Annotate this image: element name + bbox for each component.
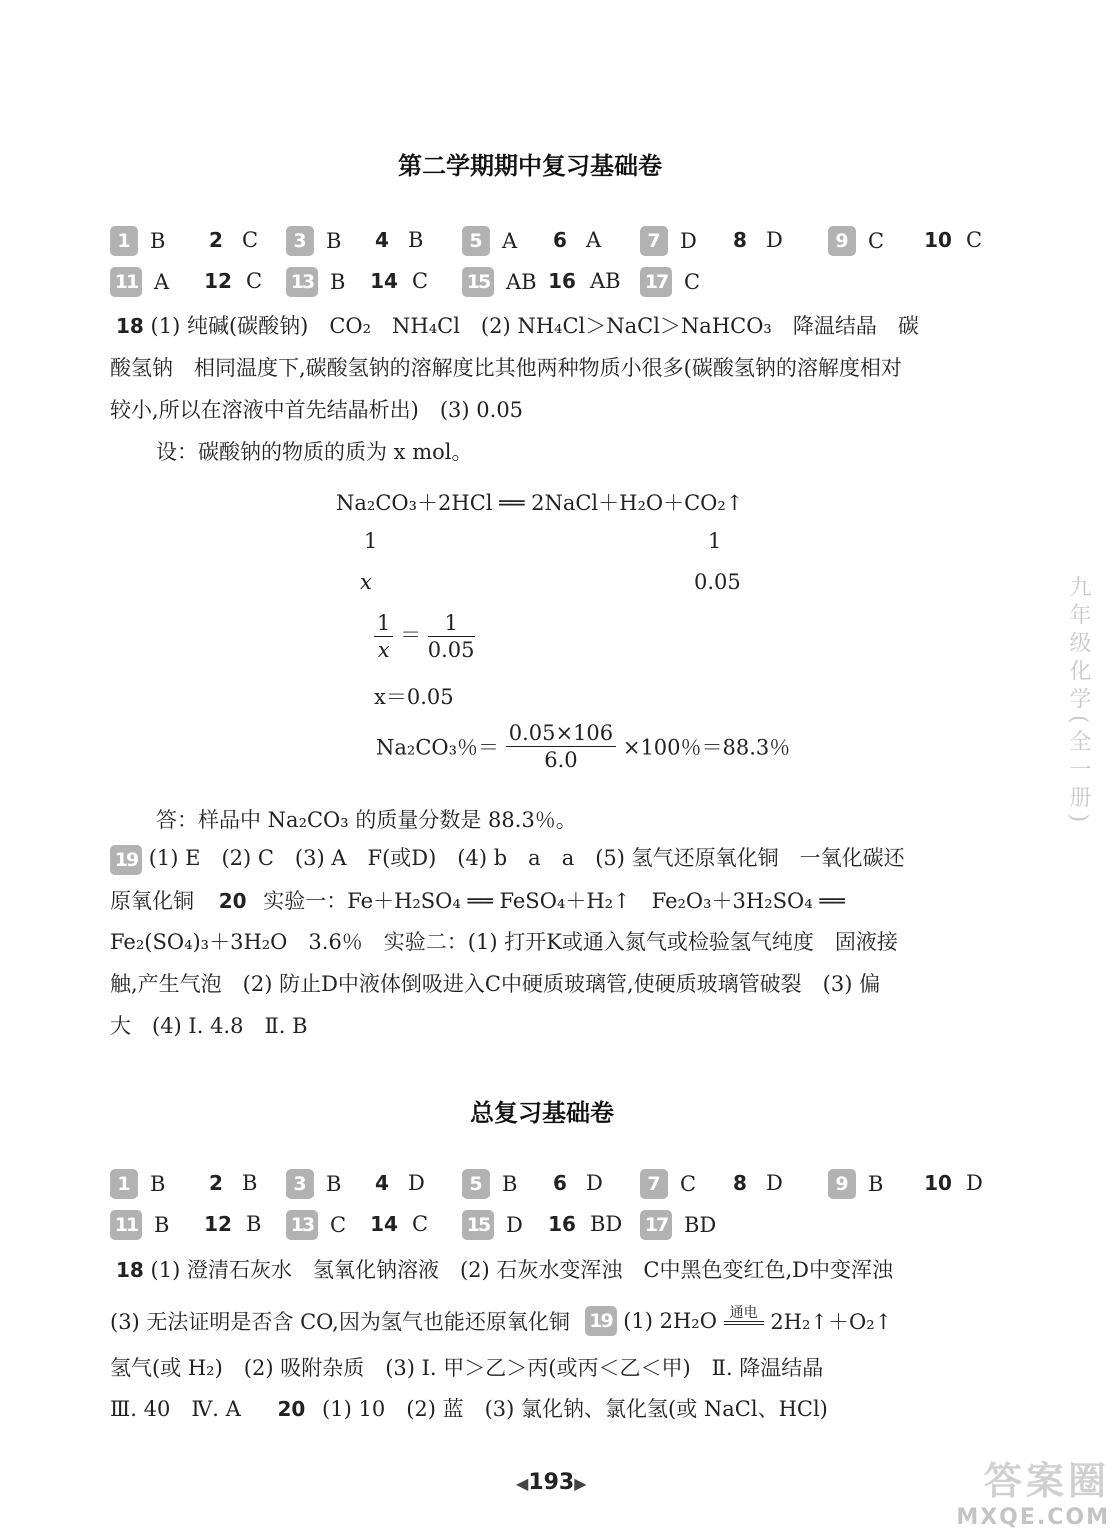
choice-answer: BD — [590, 1211, 623, 1236]
choice-answer: D — [586, 1170, 603, 1195]
choice-item — [110, 1210, 169, 1240]
choice-answer: A — [502, 229, 518, 253]
choice-answer: D — [966, 1170, 983, 1195]
choice-answer: B — [326, 229, 342, 253]
choice-item — [202, 1210, 261, 1236]
choice-number: 3 — [286, 226, 314, 256]
choice-item — [726, 1169, 783, 1195]
page-number-value: 193 — [528, 1470, 575, 1495]
choice-answer: D — [408, 1170, 425, 1195]
choice-number: 2 — [209, 1170, 223, 1195]
choice-item — [462, 226, 517, 256]
choice-answer: B — [242, 1170, 258, 1195]
choice-item — [726, 226, 783, 252]
choice-item — [202, 267, 262, 293]
s1-q18-text-1: (1) 纯碱(碳酸钠) CO₂ NH₄Cl (2) NH₄Cl＞NaCl＞NaHCO₃ 降温结晶 碳 — [150, 314, 919, 338]
choice-answer: B — [150, 229, 166, 253]
choice-answer: B — [326, 1172, 342, 1196]
choice-answer: AB — [506, 270, 537, 294]
choice-answer: C — [412, 268, 429, 293]
choice-item — [286, 1210, 346, 1240]
s1-q18-number: 18 — [116, 314, 144, 338]
s2-q18-text-2: (3) 无法证明是否含 CO,因为氢气也能还原氧化铜 — [110, 1310, 570, 1334]
s1-x-result: x＝0.05 — [374, 685, 454, 709]
choice-number: 15 — [462, 267, 494, 297]
s2-q20-number: 20 — [277, 1397, 306, 1421]
choice-number: 4 — [375, 1170, 389, 1195]
s1-q20-number: 20 — [218, 889, 247, 913]
choice-answer: AB — [590, 268, 621, 293]
s1-q19-text-2a: 原氧化铜 — [110, 889, 194, 913]
choice-number: 12 — [204, 1211, 232, 1236]
choice-number: 4 — [375, 227, 389, 252]
choice-number: 12 — [204, 268, 232, 293]
choice-number: 7 — [640, 226, 668, 256]
s1-q18-line3: 较小,所以在溶液中首先结晶析出) (3) 0.05 — [110, 398, 524, 422]
choice-item — [462, 1169, 517, 1199]
choice-answer: B — [868, 1172, 884, 1196]
choice-answer: C — [330, 1213, 347, 1237]
s1-q18-line2: 酸氢钠 相同温度下,碳酸氢钠的溶解度比其他两种物质小很多(碳酸氢钠的溶解度相对 — [110, 356, 902, 380]
choice-answer: D — [766, 1170, 783, 1195]
choice-item — [286, 267, 345, 297]
choice-item — [202, 226, 258, 252]
choice-number: 10 — [924, 1170, 952, 1195]
choice-item — [286, 1169, 341, 1199]
choice-item — [640, 267, 700, 297]
choice-item — [286, 226, 341, 256]
page-right-arrow-icon: ▶ — [574, 1474, 587, 1493]
s1-ratio-left — [374, 610, 393, 663]
s1-ratio-left-num: 1 — [374, 610, 393, 637]
choice-item — [546, 1169, 603, 1195]
s1-ratio-right-num: 1 — [428, 610, 475, 637]
side-book-title: 九年级化学(全一册) — [1066, 575, 1091, 829]
s1-pct-lhs: Na₂CO₃％＝ — [376, 735, 500, 760]
s1-q18-line1 — [116, 310, 919, 340]
s1-let-line: 设：碳酸钠的物质的质为 x mol。 — [156, 440, 473, 464]
choice-item — [546, 226, 601, 252]
s2-q18-text-1: (1) 澄清石灰水 氢氧化钠溶液 (2) 石灰水变浑浊 C中黑色变红色,D中变浑浊 — [150, 1258, 893, 1282]
choice-number: 5 — [462, 226, 490, 256]
choice-number: 17 — [640, 267, 672, 297]
choice-item — [640, 1210, 716, 1240]
s1-pct-rhs: ×100％＝88.3％ — [622, 735, 791, 760]
choice-answer: C — [412, 1211, 429, 1236]
choice-answer: D — [680, 229, 697, 253]
s2-q19-eq-double-line — [724, 1321, 764, 1325]
choice-item — [462, 267, 537, 297]
choice-number: 14 — [370, 1211, 398, 1236]
choice-number: 10 — [924, 227, 952, 252]
page-left-arrow-icon: ◀ — [516, 1474, 529, 1493]
s1-q19-text-1: (1) E (2) C (3) A F(或D) (4) b a a (5) 氢气还原氧化铜 一氧化碳还 — [148, 846, 905, 870]
choice-number: 11 — [110, 267, 142, 297]
s2-q19-number: 19 — [585, 1306, 617, 1336]
s1-ratio-eq: ＝ — [400, 623, 422, 647]
choice-number: 1 — [110, 1169, 138, 1199]
s2-q18-line1 — [116, 1254, 893, 1284]
s1-pct-num: 0.05×106 — [506, 720, 616, 747]
s1-var-left: x — [360, 570, 372, 594]
choice-answer: B — [408, 227, 424, 252]
choice-answer: D — [766, 227, 783, 252]
watermark-bottom-text: MXQE.COM — [956, 1505, 1110, 1530]
s1-pct-den: 6.0 — [544, 748, 578, 772]
choice-answer: A — [586, 227, 602, 252]
choice-item — [368, 1169, 425, 1195]
choice-answer: C — [966, 227, 983, 252]
choice-number: 8 — [733, 1170, 747, 1195]
s1-q19-number: 19 — [110, 845, 142, 875]
choice-answer: C — [242, 227, 259, 252]
choice-number: 8 — [733, 227, 747, 252]
choice-answer: C — [246, 268, 263, 293]
choice-number: 13 — [286, 267, 318, 297]
choice-answer: C — [868, 229, 885, 253]
s1-q19-line5: 大 (4) Ⅰ. 4.8 Ⅱ. B — [110, 1014, 308, 1038]
choice-answer: C — [680, 1172, 697, 1196]
choice-number: 9 — [828, 1169, 856, 1199]
choice-item — [110, 267, 169, 297]
s1-var-right: 0.05 — [694, 570, 741, 594]
choice-item — [202, 1169, 257, 1195]
choice-answer: D — [506, 1213, 523, 1237]
choice-answer: A — [154, 270, 170, 294]
choice-number: 14 — [370, 268, 398, 293]
s2-q19-eq-cond: 通电 — [729, 1305, 758, 1321]
choice-number: 17 — [640, 1210, 672, 1240]
watermark-top-text: 答案圈 — [983, 1459, 1110, 1503]
choice-item — [110, 226, 165, 256]
choice-item — [368, 1210, 428, 1236]
s1-q19-line3: Fe₂(SO₄)₃＋3H₂O 3.6％ 实验二：(1) 打开K或通入氮气或检验氢气纯度 固液接 — [110, 930, 898, 954]
choice-item — [546, 267, 621, 293]
choice-answer: B — [150, 1172, 166, 1196]
choice-number: 15 — [462, 1210, 494, 1240]
s1-q19-text-2b: 实验一：Fe＋H₂SO₄ ══ FeSO₄＋H₂↑ Fe₂O₃＋3H₂SO₄ ══ — [263, 889, 845, 913]
choice-answer: B — [246, 1211, 262, 1236]
choice-number: 13 — [286, 1210, 318, 1240]
section1-title: 第二学期期中复习基础卷 — [398, 152, 662, 180]
choice-item — [368, 267, 428, 293]
choice-number: 5 — [462, 1169, 490, 1199]
s1-pct-frac — [506, 720, 616, 773]
s1-coef-right: 1 — [708, 529, 722, 553]
choice-item — [546, 1210, 622, 1236]
choice-item — [640, 226, 697, 256]
choice-answer: B — [330, 270, 346, 294]
choice-answer: B — [502, 1172, 518, 1196]
s1-equation: Na₂CO₃＋2HCl ══ 2NaCl＋H₂O＋CO₂↑ — [336, 491, 744, 515]
s2-q19-eq-pre: (1) 2H₂O — [623, 1309, 717, 1333]
choice-item — [462, 1210, 523, 1240]
s2-q19-eq-arrow — [724, 1305, 764, 1325]
choice-item — [828, 226, 884, 256]
choice-item — [828, 1169, 883, 1199]
choice-item — [110, 1169, 165, 1199]
choice-number: 16 — [548, 1211, 576, 1236]
s1-ratio-right — [428, 610, 475, 663]
choice-answer: BD — [684, 1213, 717, 1237]
s2-q19-text-3a: Ⅲ. 40 Ⅳ. A — [110, 1397, 241, 1421]
choice-number: 3 — [286, 1169, 314, 1199]
s1-q19-line1 — [110, 842, 905, 875]
choice-number: 11 — [110, 1210, 142, 1240]
s1-ratio-left-den: x — [377, 638, 390, 662]
s1-q19-line4: 触,产生气泡 (2) 防止D中液体倒吸进入C中硬质玻璃管,使硬质玻璃管破裂 (3) 偏 — [110, 972, 881, 996]
choice-number: 6 — [553, 1170, 567, 1195]
s2-q18-line2 — [110, 1306, 892, 1336]
s1-answer-line: 答：样品中 Na₂CO₃ 的质量分数是 88.3％。 — [156, 808, 577, 832]
choice-number: 16 — [548, 268, 576, 293]
choice-item — [922, 226, 982, 252]
s2-q19-text-3b: (1) 10 (2) 蓝 (3) 氯化钠、氯化氢(或 NaCl、HCl) — [322, 1397, 828, 1421]
choice-answer: C — [684, 270, 701, 294]
choice-number: 2 — [209, 227, 223, 252]
choice-item — [368, 226, 423, 252]
choice-number: 7 — [640, 1169, 668, 1199]
s2-q19-line2: 氢气(或 H₂) (2) 吸附杂质 (3) Ⅰ. 甲＞乙＞丙(或丙＜乙＜甲) Ⅱ. 降温结晶 — [110, 1356, 824, 1380]
page-number — [516, 1470, 587, 1495]
s2-q19-line3 — [110, 1393, 828, 1423]
watermark — [940, 1450, 1110, 1530]
s1-ratio-right-den: 0.05 — [427, 638, 475, 662]
choice-item — [640, 1169, 696, 1199]
choice-number: 6 — [553, 227, 567, 252]
choice-item — [922, 1169, 983, 1195]
s1-ratio — [374, 610, 475, 663]
s2-q19-eq-post: 2H₂↑＋O₂↑ — [770, 1310, 893, 1334]
s2-q18-number: 18 — [116, 1258, 144, 1282]
s1-coef-left: 1 — [364, 529, 378, 553]
s1-q19-line2 — [110, 885, 845, 915]
choice-number: 9 — [828, 226, 856, 256]
section2-title: 总复习基础卷 — [470, 1099, 614, 1127]
choice-number: 1 — [110, 226, 138, 256]
s1-percent — [376, 720, 790, 773]
choice-answer: B — [154, 1213, 170, 1237]
